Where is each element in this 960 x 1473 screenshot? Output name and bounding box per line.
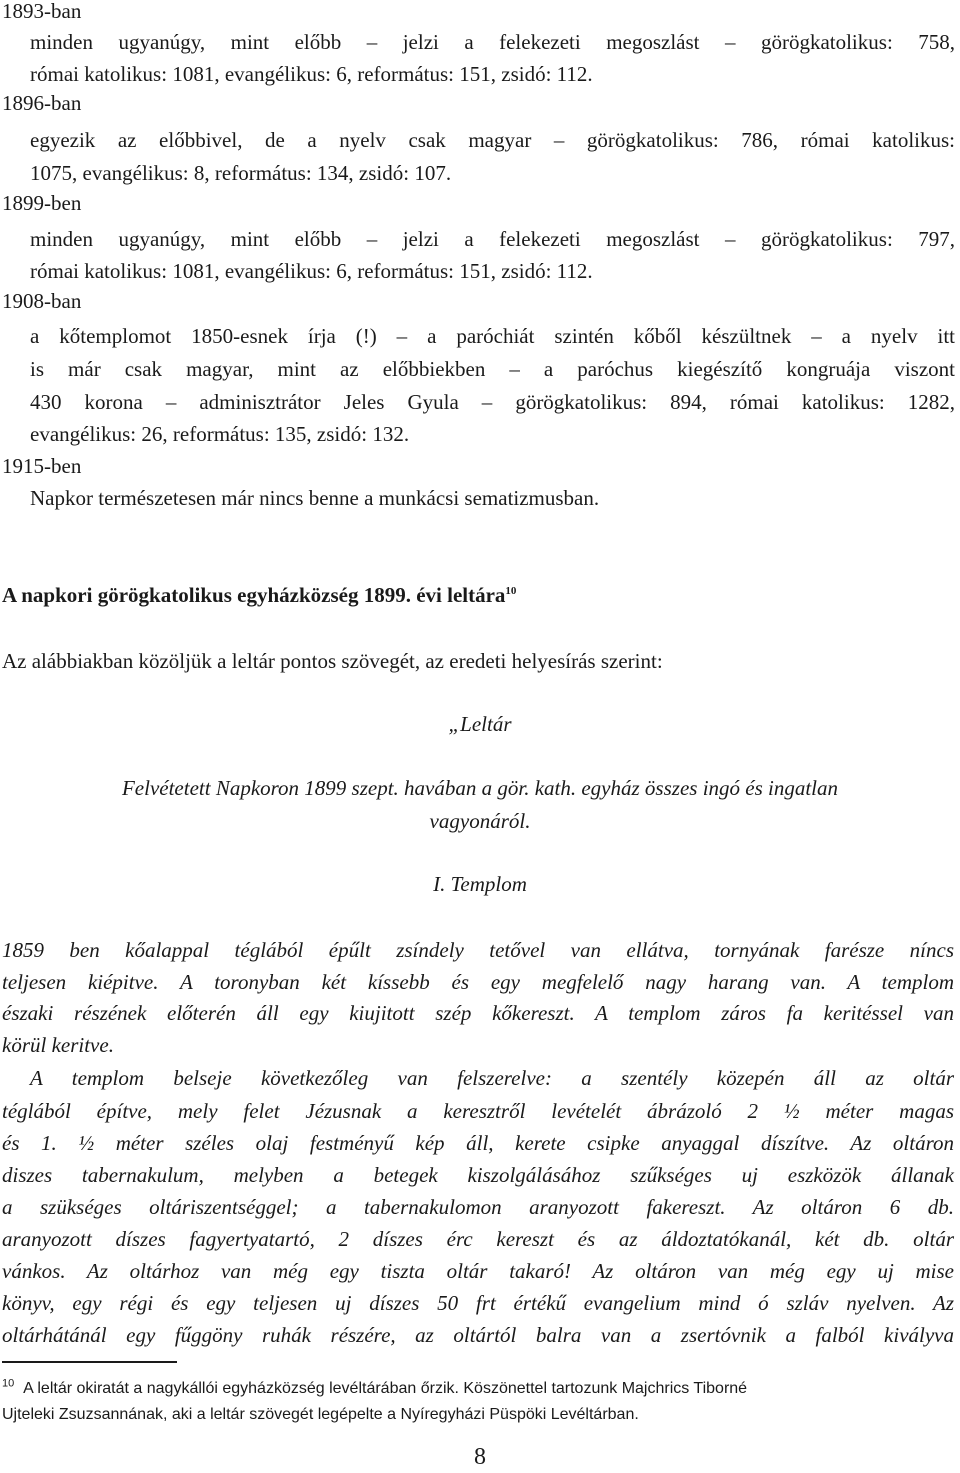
year-label-1899: 1899-ben <box>2 191 82 215</box>
footnote-line-2: Ujteleki Zsuzsannának, aki a leltár szövegét legépelte a Nyíregyházi Püspöki Levéltárban. <box>2 1406 639 1423</box>
paragraph-2-line-9: oltárhátánál egy fűggöny ruhák részére, az oltártól balra van a zsertóvnik a falból kivályva <box>2 1323 954 1347</box>
paragraph-2-line-7: vánkos. Az oltárhoz van még egy tiszta oltár takaró! Az oltáron van még egy uj mise <box>2 1259 954 1283</box>
paragraph-2-line-8: könyv, egy régi és egy teljesen uj díszes 50 frt értékű evangelium mind ó szláv nyelven. Az <box>2 1291 954 1315</box>
paragraph-1-line-2: teljesen kiépitve. A toronyban két kíssebb és egy megfelelő nagy harang van. A templom <box>2 970 954 994</box>
year-label-1908: 1908-ban <box>2 289 82 313</box>
record-1908-line-3: 430 korona – adminisztrátor Jeles Gyula – görögkatolikus: 894, római katolikus: 1282, <box>30 390 955 414</box>
record-1899-line-1: minden ugyanúgy, mint előbb – jelzi a felekezeti megoszlást – görögkatolikus: 797, <box>30 227 955 251</box>
year-label-1893: 1893-ban <box>2 0 82 23</box>
paragraph-2-line-5: a szükséges oltáriszentséggel; a tabernakulomon aranyozott fakereszt. Az oltáron 6 db. <box>2 1195 954 1219</box>
paragraph-2-line-3: és 1. ½ méter széles olaj festményű kép áll, kerete csipke anyaggal díszítve. Az oltáron <box>2 1131 954 1155</box>
paragraph-1-line-3: északi részének előterén áll egy kiujitott szép kőkereszt. A templom záros fa keritéssel van <box>2 1001 954 1025</box>
chapter-heading: I. Templom <box>433 872 527 896</box>
page-number: 8 <box>474 1444 486 1470</box>
section-heading <box>2 580 516 610</box>
record-1896-line-1: egyezik az előbbivel, de a nyelv csak magyar – görögkatolikus: 786, római katolikus: <box>30 128 955 152</box>
record-1908-line-4: evangélikus: 26, református: 135, zsidó: 132. <box>30 422 410 446</box>
year-label-1915: 1915-ben <box>2 454 82 478</box>
footnote-reference: 10 <box>505 585 517 597</box>
section-heading-text: A napkori görögkatolikus egyházközség 1899. évi leltára <box>2 583 506 607</box>
footnote-text-1: A leltár okiratát a nagykállói egyházközség levéltárában őrzik. Köszönettel tartozunk Majchrics Tiborné <box>23 1380 748 1397</box>
footnote-separator <box>2 1361 177 1363</box>
paragraph-1-line-4: körül keritve. <box>2 1033 114 1057</box>
footnote-number: 10 <box>2 1377 15 1390</box>
quote-subtitle-line-1: Felvétetett Napkoron 1899 szept. havában a gör. kath. egyház összes ingó és ingatlan <box>121 776 839 800</box>
record-1915-line-1: Napkor természetesen már nincs benne a munkácsi sematizmusban. <box>30 486 600 510</box>
paragraph-2-line-4: diszes tabernakulum, melyben a betegek kiszolgálásához szűkséges uj eszközök állanak <box>2 1163 954 1187</box>
record-1893-line-2: római katolikus: 1081, evangélikus: 6, református: 151, zsidó: 112. <box>30 62 593 86</box>
quote-title: „Leltár <box>448 712 512 736</box>
record-1908-line-1: a kőtemplomot 1850-esnek írja (!) – a paróchiát szintén kőből készültnek – a nyelv itt <box>30 324 955 348</box>
record-1899-line-2: római katolikus: 1081, evangélikus: 6, református: 151, zsidó: 112. <box>30 259 593 283</box>
record-1896-line-2: 1075, evangélikus: 8, református: 134, zsidó: 107. <box>30 161 452 185</box>
paragraph-1-line-1: 1859 ben kőalappal téglából épűlt zsíndely tetővel van ellátva, tornyának farésze níncs <box>2 938 954 962</box>
footnote-line-1 <box>2 1377 747 1401</box>
intro-paragraph: Az alábbiakban közöljük a leltár pontos szövegét, az eredeti helyesírás szerint: <box>2 649 663 673</box>
quote-subtitle-line-2: vagyonáról. <box>429 809 531 833</box>
record-1893-line-1: minden ugyanúgy, mint előbb – jelzi a felekezeti megoszlást – görögkatolikus: 758, <box>30 30 955 54</box>
year-label-1896: 1896-ban <box>2 91 82 115</box>
paragraph-2-line-1: A templom belseje következőleg van felszerelve: a szentély közepén áll az oltár <box>30 1066 954 1090</box>
record-1908-line-2: is már csak magyar, mint az előbbiekben – a paróchus kiegészítő kongruája viszont <box>30 357 955 381</box>
paragraph-2-line-2: téglából építve, mely felet Jézusnak a keresztről levételét ábrázoló 2 ½ méter magas <box>2 1099 954 1123</box>
paragraph-2-line-6: aranyozott díszes fagyertyatartó, 2 díszes érc kereszt és az áldoztatókanál, két db. oltár <box>2 1227 954 1251</box>
